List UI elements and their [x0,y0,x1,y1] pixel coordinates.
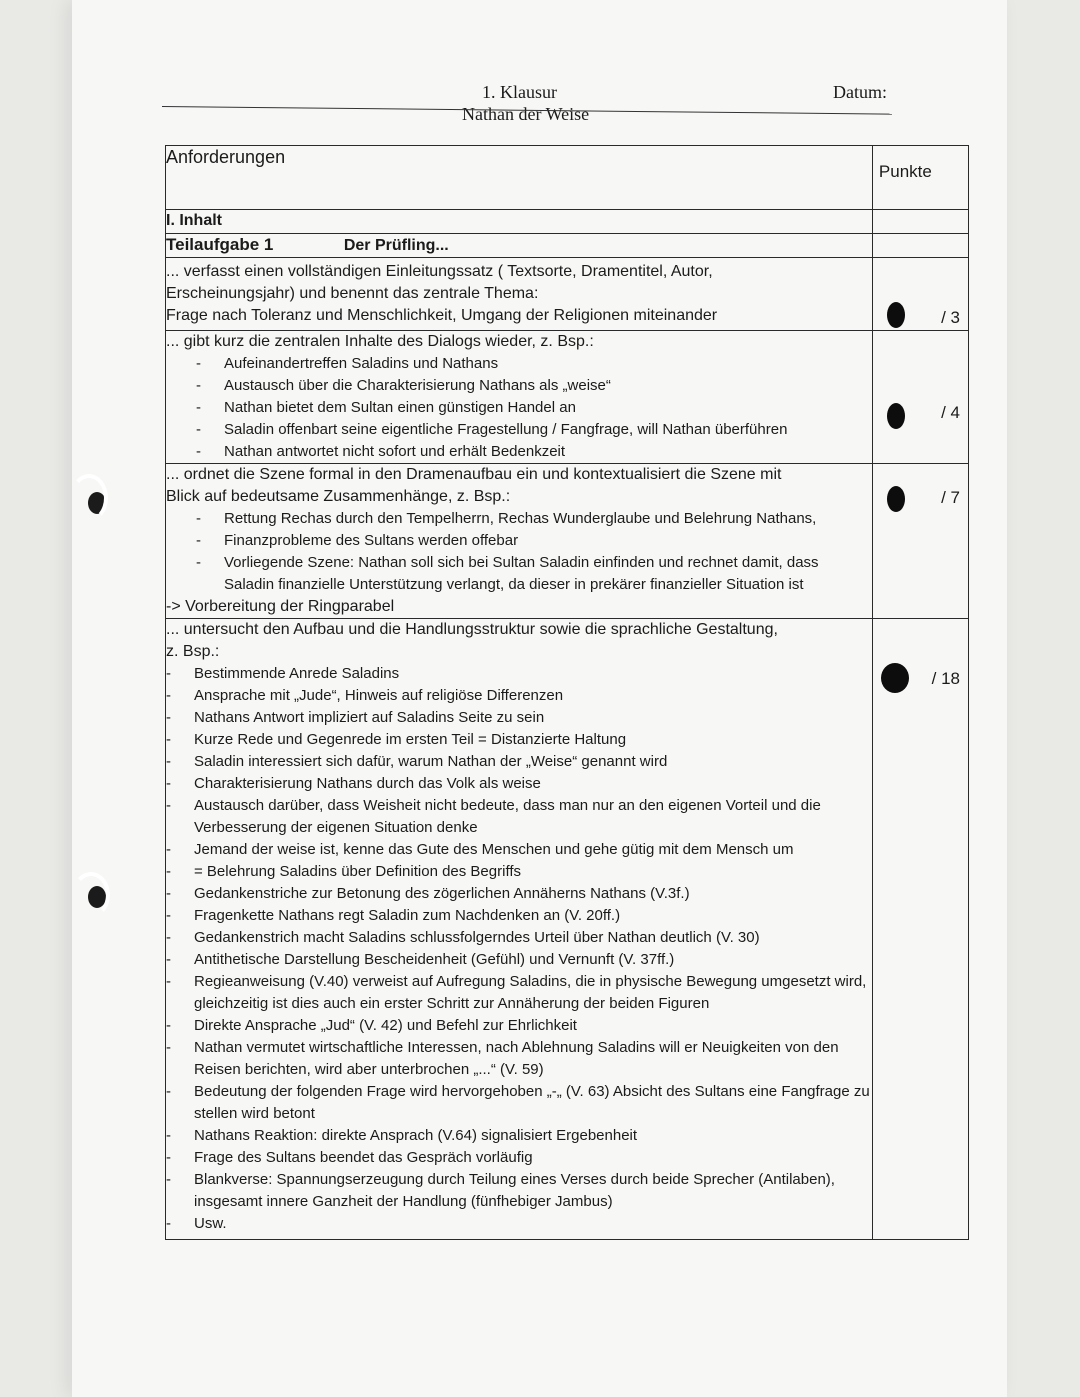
list-item: - Gedankenstriche zur Betonung des zögerlichen Annäherns Nathans (V.3f.) [166,883,872,905]
list-item: - Kurze Rede und Gegenrede im ersten Teil = Distanzierte Haltung [166,729,872,751]
requirement-intro: Blick auf bedeutsame Zusammenhänge, z. Bsp.: [166,488,511,505]
points-cell [872,619,968,1240]
requirement-line: ... verfasst einen vollständigen Einleitungssatz ( Textsorte, Dramentitel, Autor, [166,263,713,280]
requirement-intro: ... untersucht den Aufbau und die Handlungsstruktur sowie die sprachliche Gestaltung, [166,621,778,638]
example-list [166,353,872,463]
points-cell [872,331,968,464]
list-item: - Bedeutung der folgenden Frage wird hervorgehoben „-„ (V. 63) Absicht des Sultans eine Fangfrage zu stellen wird betont [166,1081,872,1125]
list-item: - Usw. [166,1213,872,1235]
requirement-structure-language [166,619,873,1240]
list-item: - Rettung Rechas durch den Tempelherrn, Rechas Wunderglaube und Belehrung Nathans, [166,508,872,530]
date-label: Datum: [833,82,887,102]
list-item: - Antithetische Darstellung Bescheidenheit (Gefühl) und Vernunft (V. 37ff.) [166,949,872,971]
exam-title: 1. Klausur [482,82,557,102]
subtask-label: Teilaufgabe 1 [166,235,274,254]
example-list [166,508,872,596]
list-item: - Vorliegende Szene: Nathan soll sich bei Sultan Saladin einfinden und rechnet damit, dass Saladin finanzielle Unterstützung verlangt, da dieser in prekärer finanzieller Situation ist [166,552,872,596]
example-list [166,663,872,1235]
points-cell [872,464,968,619]
list-item: - Austausch über die Charakterisierung Nathans als „weise“ [166,375,872,397]
subtask-cell [166,234,873,258]
binder-ring-bottom [72,872,110,918]
list-item: - Jemand der weise ist, kenne das Gute des Menschen und gehe gütig mit dem Mensch um [166,839,872,861]
requirement-line: Erscheinungsjahr) und benennt das zentrale Thema: [166,285,539,302]
points-header-cell [872,146,968,210]
max-points: / 4 [941,403,960,422]
list-item: - = Belehrung Saladins über Definition des Begriffs [166,861,872,883]
list-item: - Austausch darüber, dass Weisheit nicht bedeute, dass man nur an den eigenen Vorteil und die Verbesserung der eigenen Situation denke [166,795,872,839]
max-points: / 3 [941,308,960,327]
score-blot [887,302,905,328]
list-item: - Charakterisierung Nathans durch das Volk als weise [166,773,872,795]
list-item: - Saladin offenbart seine eigentliche Fragestellung / Fangfrage, will Nathan überführen [166,419,872,441]
list-item: - Aufeinandertreffen Saladins und Nathans [166,353,872,375]
points-header: Punkte [878,162,932,181]
binder-ring-top [70,474,108,522]
requirement-intro: ... ordnet die Szene formal in den Dramenaufbau ein und kontextualisiert die Szene mit [166,466,782,483]
list-item: - Gedankenstrich macht Saladins schlussfolgerndes Urteil über Nathan deutlich (V. 30) [166,927,872,949]
points-cell [872,258,968,331]
list-item: - Direkte Ansprache „Jud“ (V. 42) und Befehl zur Ehrlichkeit [166,1015,872,1037]
list-item: - Ansprache mit „Jude“, Hinweis auf religiöse Differenzen [166,685,872,707]
list-item: - Bestimmende Anrede Saladins [166,663,872,685]
list-item: - Nathan antwortet nicht sofort und erhält Bedenkzeit [166,441,872,463]
list-item: - Nathan vermutet wirtschaftliche Interessen, nach Ablehnung Saladins will er Neuigkeiten von den Reisen berichten, wird aber unterbrochen „...“ (V. 59) [166,1037,872,1081]
list-item: - Frage des Sultans beendet das Gespräch vorläufig [166,1147,872,1169]
requirements-header: Anforderungen [166,147,286,167]
requirement-intro: z. Bsp.: [166,643,220,660]
list-item: - Nathans Antwort impliziert auf Saladins Seite zu sein [166,707,872,729]
list-item: - Saladin interessiert sich dafür, warum Nathan der „Weise“ genannt wird [166,751,872,773]
list-item: - Blankverse: Spannungserzeugung durch Teilung eines Verses durch beide Sprecher (Antilaben), insgesamt innere Ganzheit der Handlung (fünfhebiger Jambus) [166,1169,872,1213]
section-content: I. Inhalt [166,212,222,229]
candidate-label: Der Prüfling... [343,237,449,254]
grading-table [165,145,969,1240]
score-blot [887,403,905,429]
score-blot [887,486,905,512]
requirement-outro: -> Vorbereitung der Ringparabel [166,598,395,615]
requirements-header-cell [166,146,873,210]
list-item: - Nathan bietet dem Sultan einen günstigen Handel an [166,397,872,419]
list-item: - Finanzprobleme des Sultans werden offebar [166,530,872,552]
section-content-cell [166,210,873,234]
max-points: / 7 [941,488,960,507]
list-item: - Fragenkette Nathans regt Saladin zum Nachdenken an (V. 20ff.) [166,905,872,927]
requirement-content-summary [166,331,873,464]
requirement-context [166,464,873,619]
list-item: - Regieanweisung (V.40) verweist auf Aufregung Saladins, die in physische Bewegung umgesetzt wird, gleichzeitig ist dies auch ein erster Schritt zur Annäherung der beiden Figuren [166,971,872,1015]
exam-subtitle: Nathan der Weise [462,104,590,124]
score-blot [881,663,909,693]
list-item: - Nathans Reaktion: direkte Ansprach (V.64) signalisiert Ergebenheit [166,1125,872,1147]
max-points: / 18 [931,669,960,688]
requirement-intro: ... gibt kurz die zentralen Inhalte des Dialogs wieder, z. Bsp.: [166,333,594,350]
requirement-intro-sentence [166,258,873,331]
requirement-line: Frage nach Toleranz und Menschlichkeit, Umgang der Religionen miteinander [166,307,718,324]
